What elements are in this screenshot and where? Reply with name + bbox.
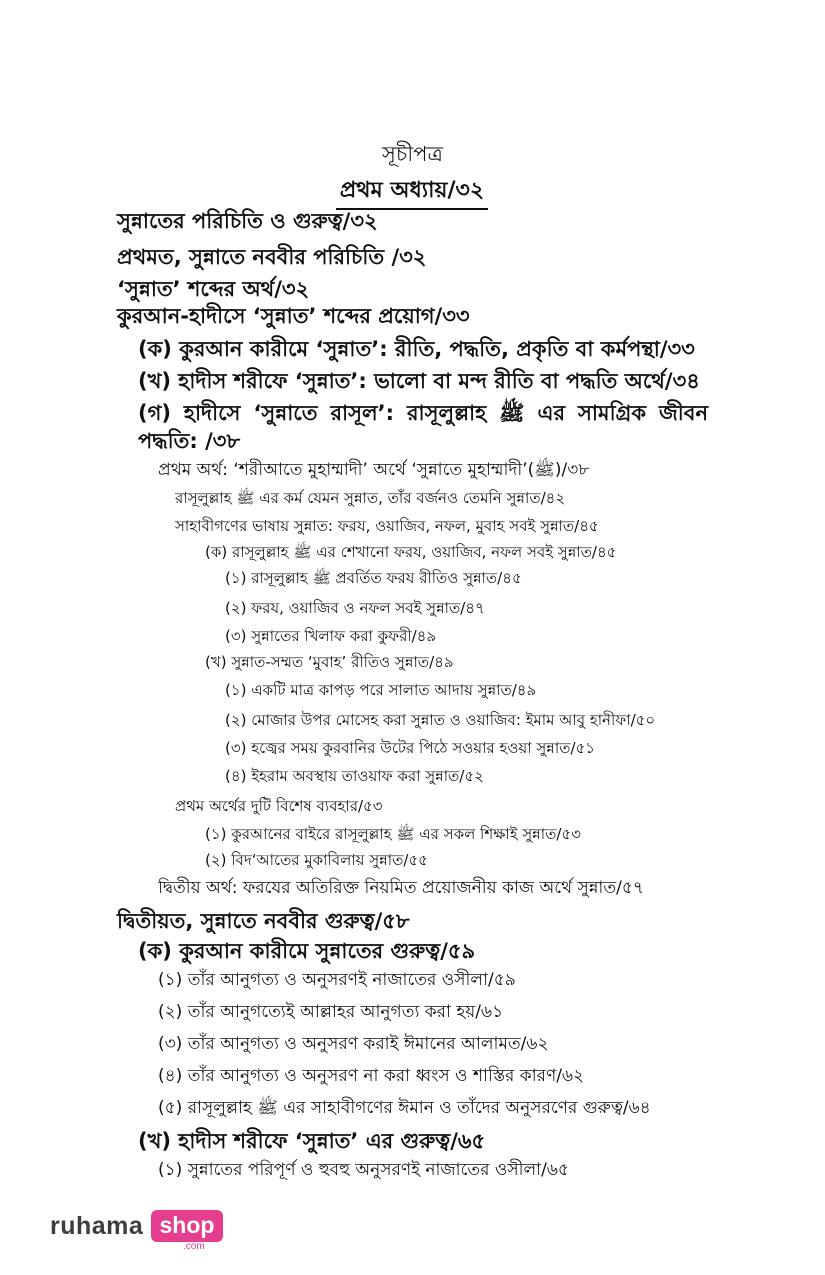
toc-entry: (খ) হাদীস শরীফে ‘সুন্নাত’ এর গুরুত্ব/৬৫	[138, 1129, 486, 1153]
page-title: সূচীপত্র	[382, 142, 443, 166]
logo-domain-suffix: .com	[183, 1241, 205, 1252]
toc-entry: প্রথম অর্থ: ‘শরীআতে মুহাম্মাদী’ অর্থে ‘সুন্নাতে মুহাম্মাদী’(ﷺ)/৩৮	[158, 460, 590, 480]
toc-entry: (খ) সুন্নাত-সম্মত ‘মুবাহ’ রীতিও সুন্নাত/৪৯	[205, 653, 454, 671]
toc-entry: (ক) কুরআন কারীমে সুন্নাতের গুরুত্ব/৫৯	[138, 939, 476, 963]
toc-entry: (৩) তাঁর আনুগত্য ও অনুসরণ করাই ঈমানের আলামত/৬২	[158, 1034, 549, 1054]
toc-entry: (১) একটি মাত্র কাপড় পরে সালাত আদায় সুন্নাত/৪৯	[225, 681, 537, 699]
toc-entry: (ক) কুরআন কারীমে ‘সুন্নাত’: রীতি, পদ্ধতি, প্রকৃতি বা কর্মপন্থা/৩৩	[138, 337, 695, 361]
toc-entry: (খ) হাদীস শরীফে ‘সুন্নাত’: ভালো বা মন্দ রীতি বা পদ্ধতি অর্থে/৩৪	[138, 369, 700, 393]
toc-entry: (গ) হাদীসে ‘সুন্নাতে রাসূল’: রাসূলুল্লাহ ﷺ এর সামগ্রিক জীবন	[138, 401, 709, 425]
logo-wordmark-shop: shop	[151, 1210, 223, 1242]
toc-entry: (২) তাঁর আনুগত্যেই আল্লাহর আনুগত্য করা হয়/৬১	[158, 1002, 504, 1022]
toc-entry: প্রথমত, সুন্নাতে নববীর পরিচিতি /৩২	[117, 245, 427, 269]
toc-entry: (২) বিদ‘আতের মুকাবিলায় সুন্নাত/৫৫	[205, 851, 428, 869]
toc-entry: (১) রাসূলুল্লাহ ﷺ প্রবর্তিত ফরয রীতিও সুন্নাত/৪৫	[225, 569, 522, 587]
toc-entry: প্রথম অর্থের দুটি বিশেষ ব্যবহার/৫৩	[175, 797, 383, 815]
toc-entry: (১) সুন্নাতের পরিপূর্ণ ও হুবহু অনুসরণই নাজাতের ওসীলা/৬৫	[158, 1160, 569, 1180]
toc-entry: (৫) রাসূলুল্লাহ ﷺ এর সাহাবীগণের ঈমান ও তাঁদের অনুসরণের গুরুত্ব/৬৪	[158, 1098, 651, 1118]
toc-entry: রাসূলুল্লাহ ﷺ এর কর্ম যেমন সুন্নাত, তাঁর বর্জনও তেমনি সুন্নাত/৪২	[175, 489, 566, 507]
toc-entry: (৪) তাঁর আনুগত্য ও অনুসরণ না করা ধ্বংস ও শাস্তির কারণ/৬২	[158, 1066, 585, 1086]
toc-entry: (৩) হজ্বের সময় কুরবানির উটের পিঠে সওয়ার হওয়া সুন্নাত/৫১	[225, 739, 595, 757]
toc-entry: দ্বিতীয় অর্থ: ফরযের অতিরিক্ত নিয়মিত প্রয়োজনীয় কাজ অর্থে সুন্নাত/৫৭	[158, 878, 644, 898]
toc-entry: ‘সুন্নাত’ শব্দের অর্থ/৩২	[117, 277, 310, 301]
toc-entry: (২) ফরয, ওয়াজিব ও নফল সবই সুন্নাত/৪৭	[225, 599, 485, 617]
ruhama-shop-logo[interactable]	[50, 1210, 240, 1250]
toc-entry: সাহাবীগণের ভাষায় সুন্নাত: ফরয, ওয়াজিব, নফল, মুবাহ সবই সুন্নাত/৪৫	[175, 517, 599, 535]
toc-entry: সুন্নাতের পরিচিতি ও গুরুত্ব/৩২	[117, 209, 378, 233]
toc-entry: (৩) সুন্নাতের খিলাফ করা কুফরী/৪৯	[225, 627, 437, 645]
toc-entry: পদ্ধতি: /৩৮	[138, 429, 241, 453]
toc-entry: (৪) ইহরাম অবস্থায় তাওয়াফ করা সুন্নাত/৫২	[225, 767, 484, 785]
toc-entry: (১) কুরআনের বাইরে রাসূলুল্লাহ ﷺ এর সকল শিক্ষাই সুন্নাত/৫৩	[205, 825, 581, 843]
toc-entry: কুরআন-হাদীসে ‘সুন্নাত’ শব্দের প্রয়োগ/৩৩	[117, 304, 470, 328]
toc-entry: (ক) রাসূলুল্লাহ ﷺ এর শেখানো ফরয, ওয়াজিব, নফল সবই সুন্নাত/৪৫	[205, 543, 617, 561]
toc-entry: (২) মোজার উপর মোসেহ করা সুন্নাত ও ওয়াজিব: ইমাম আবু হানীফা/৫০	[225, 711, 656, 729]
chapter-heading: প্রথম অধ্যায়/৩২	[336, 176, 488, 210]
toc-entry: দ্বিতীয়ত, সুন্নাতে নববীর গুরুত্ব/৫৮	[117, 909, 410, 933]
toc-entry: (১) তাঁর আনুগত্য ও অনুসরণই নাজাতের ওসীলা/৫৯	[158, 970, 516, 990]
logo-wordmark-ruhama: ruhama	[50, 1212, 144, 1240]
